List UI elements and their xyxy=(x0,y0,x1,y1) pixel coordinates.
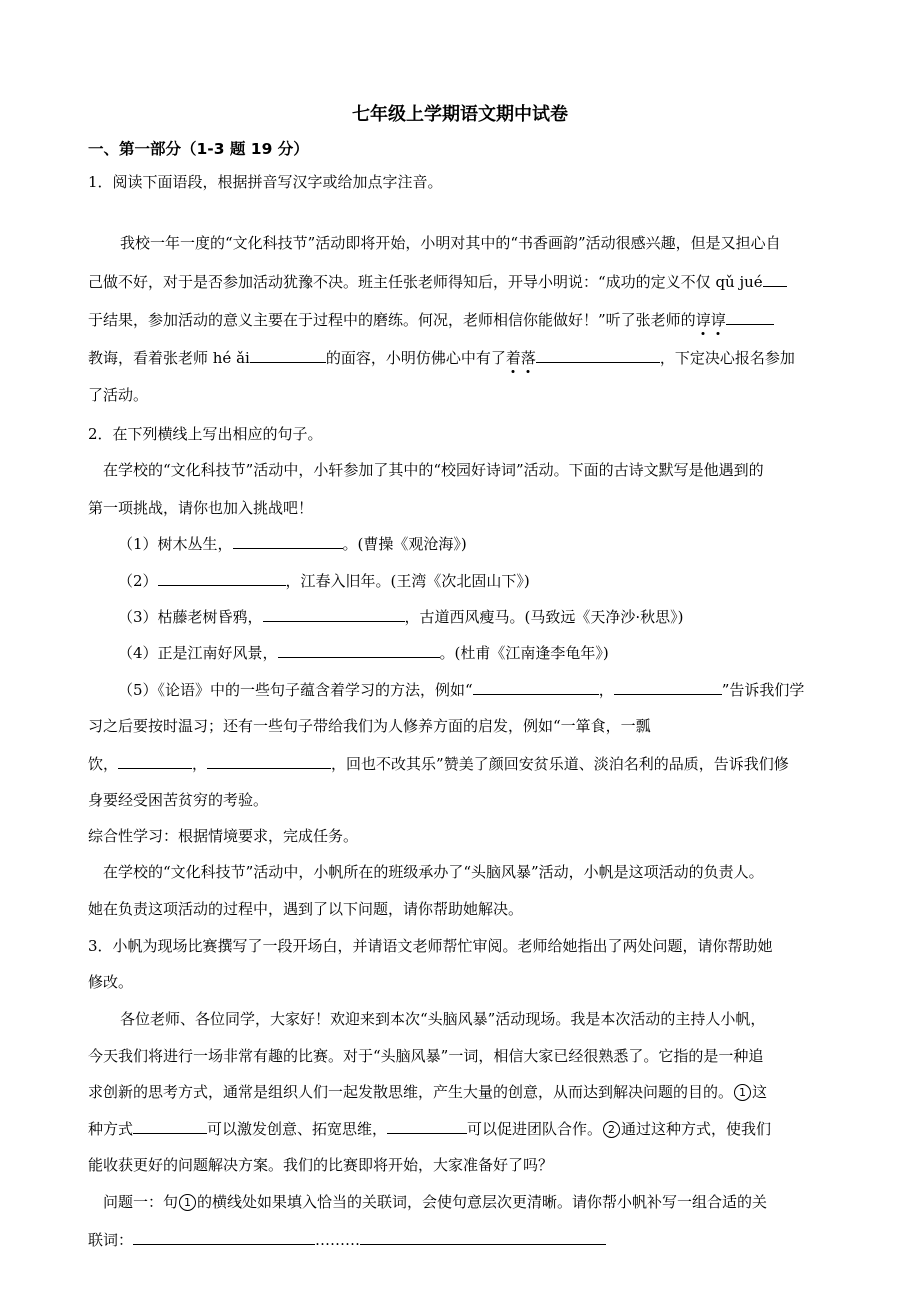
q1-passage-line-4 xyxy=(88,347,795,368)
problem-text: 联词： xyxy=(88,1231,134,1249)
circled-number-1: 1 xyxy=(179,1194,196,1211)
answer-blank-heai[interactable] xyxy=(250,347,326,363)
question-2-prompt: 2．在下列横线上写出相应的句子。 xyxy=(88,425,323,443)
item-text: ”告诉我们学 xyxy=(721,681,805,699)
problem-text: 问题一：句 xyxy=(103,1193,179,1211)
question-1-prompt: 1．阅读下面语段，根据拼音写汉字或给加点字注音。 xyxy=(88,173,443,191)
q2-item-2 xyxy=(118,570,530,591)
q1-passage-text: ，下定决心报名参加 xyxy=(659,349,795,367)
q1-passage-text: 的面容，小明仿佛心中有了 xyxy=(325,349,506,367)
item-text: （1）树木丛生， xyxy=(118,535,233,553)
dotted-char: 着 xyxy=(505,349,521,367)
item-text: （2） xyxy=(118,572,158,590)
q1-passage-text: 教诲，看着张老师 hé ǎi xyxy=(88,349,250,367)
answer-blank-qujue[interactable] xyxy=(763,271,787,287)
question-3-prompt-2: 修改。 xyxy=(88,973,134,991)
answer-blank-connective-1[interactable] xyxy=(133,1229,315,1245)
q1-passage-text: 于结果，参加活动的意义主要在于过程中的磨练。何况，老师相信你能做好！”听了张老师的 xyxy=(88,311,696,329)
answer-blank[interactable] xyxy=(614,679,722,695)
item-text: （5）《论语》中的一些句子蕴含着学习的方法，例如“ xyxy=(118,681,473,699)
q3-problem-1-line-2 xyxy=(88,1229,606,1250)
q3-speech-line-3 xyxy=(88,1082,767,1102)
q1-passage-line-1: 我校一年一度的“文化科技节”活动即将开始，小明对其中的“书香画韵”活动很感兴趣，但是又担心自 xyxy=(120,234,781,252)
answer-blank[interactable] xyxy=(387,1118,467,1134)
item-text: 。(曹操《观沧海》) xyxy=(342,535,467,553)
q1-passage-line-2 xyxy=(88,271,787,292)
item-text: 饮， xyxy=(88,755,119,773)
q3-speech-line-5: 能收获更好的问题解决方案。我们的比赛即将开始，大家准备好了吗？ xyxy=(88,1156,554,1174)
answer-blank-zhunzhun[interactable] xyxy=(726,309,774,325)
q2-intro-line-2: 第一项挑战，请你也加入挑战吧！ xyxy=(88,499,314,517)
speech-text: 求创新的思考方式，通常是组织人们一起发散思维，产生大量的创意，从而达到解决问题的目的。 xyxy=(88,1083,734,1101)
answer-blank[interactable] xyxy=(473,679,599,695)
answer-blank[interactable] xyxy=(233,533,343,549)
answer-blank[interactable] xyxy=(118,753,192,769)
page-title: 七年级上学期语文期中试卷 xyxy=(352,104,568,125)
comprehensive-intro-1: 在学校的“文化科技节”活动中，小帆所在的班级承办了“头脑风暴”活动，小帆是这项活动的负责人。 xyxy=(103,863,764,881)
q3-speech-line-2: 今天我们将进行一场非常有趣的比赛。对于“头脑风暴”一词，相信大家已经很熟悉了。它指的是一种追 xyxy=(88,1047,764,1065)
q2-item-5-line-3 xyxy=(88,753,789,774)
answer-blank[interactable] xyxy=(263,606,405,622)
q2-item-5-line-4: 身要经受困苦贫穷的考验。 xyxy=(88,791,269,809)
dotted-char: 谆 xyxy=(695,311,711,329)
q2-item-3 xyxy=(118,606,684,627)
q2-intro-line-1: 在学校的“文化科技节”活动中，小轩参加了其中的“校园好诗词”活动。下面的古诗文默写是他遇到的 xyxy=(103,461,764,479)
q2-item-1 xyxy=(118,533,467,554)
item-text: ，江春入旧年。(王湾《次北固山下》) xyxy=(285,572,530,590)
answer-blank[interactable] xyxy=(278,642,440,658)
dotted-char: 落 xyxy=(520,349,536,367)
problem-text: 的横线处如果填入恰当的关联词，会使句意层次更清晰。请你帮小帆补写一组合适的关 xyxy=(197,1193,768,1211)
item-text: （4）正是江南好风景， xyxy=(118,644,278,662)
speech-text: 这 xyxy=(752,1083,768,1101)
q3-problem-1-line-1 xyxy=(103,1192,767,1212)
q1-passage-line-5: 了活动。 xyxy=(88,386,149,404)
q3-speech-line-1: 各位老师、各位同学，大家好！欢迎来到本次“头脑风暴”活动现场。我是本次活动的主持人小帆， xyxy=(120,1010,766,1028)
q2-item-4 xyxy=(118,642,609,663)
answer-blank[interactable] xyxy=(133,1118,207,1134)
comprehensive-intro-2: 她在负责这项活动的过程中，遇到了以下问题，请你帮助她解决。 xyxy=(88,900,524,918)
speech-text: 通过这种方式，使我们 xyxy=(621,1120,772,1138)
q1-passage-text: 己做不好，对于是否参加活动犹豫不决。班主任张老师得知后，开导小明说：“成功的定义不仅 qǔ jué xyxy=(88,273,763,291)
q3-speech-line-4 xyxy=(88,1118,771,1139)
item-text: ， xyxy=(598,681,614,699)
speech-text: 可以促进团队合作。 xyxy=(467,1120,603,1138)
answer-blank-zhuoluo[interactable] xyxy=(536,347,660,363)
problem-text: ……… xyxy=(315,1231,361,1249)
item-text: ， xyxy=(192,755,208,773)
answer-blank-connective-2[interactable] xyxy=(360,1229,606,1245)
item-text: （3）枯藤老树昏鸦， xyxy=(118,608,263,626)
circled-number-2: 2 xyxy=(603,1121,620,1138)
item-text: ，古道西风瘦马。(马致远《天净沙·秋思》) xyxy=(404,608,684,626)
answer-blank[interactable] xyxy=(158,570,286,586)
speech-text: 种方式 xyxy=(88,1120,134,1138)
circled-number-1: 1 xyxy=(734,1084,751,1101)
speech-text: 可以激发创意、拓宽思维， xyxy=(207,1120,388,1138)
item-text: 。(杜甫《江南逢李龟年》) xyxy=(439,644,609,662)
answer-blank[interactable] xyxy=(207,753,331,769)
q2-item-5 xyxy=(118,679,804,700)
q1-passage-line-3 xyxy=(88,309,774,330)
section-title: 一、第一部分（1-3 题 19 分） xyxy=(88,140,309,158)
question-3-prompt-1: 3．小帆为现场比赛撰写了一段开场白，并请语文老师帮忙审阅。老师给她指出了两处问题，请你帮助她 xyxy=(88,937,773,955)
comprehensive-heading: 综合性学习：根据情境要求，完成任务。 xyxy=(88,827,359,845)
dotted-char: 谆 xyxy=(710,311,726,329)
item-text: ，回也不改其乐”赞美了颜回安贫乐道、淡泊名利的品质，告诉我们修 xyxy=(331,755,789,773)
q2-item-5-line-2: 习之后要按时温习；还有一些句子带给我们为人修养方面的启发，例如“一箪食，一瓢 xyxy=(88,717,651,735)
